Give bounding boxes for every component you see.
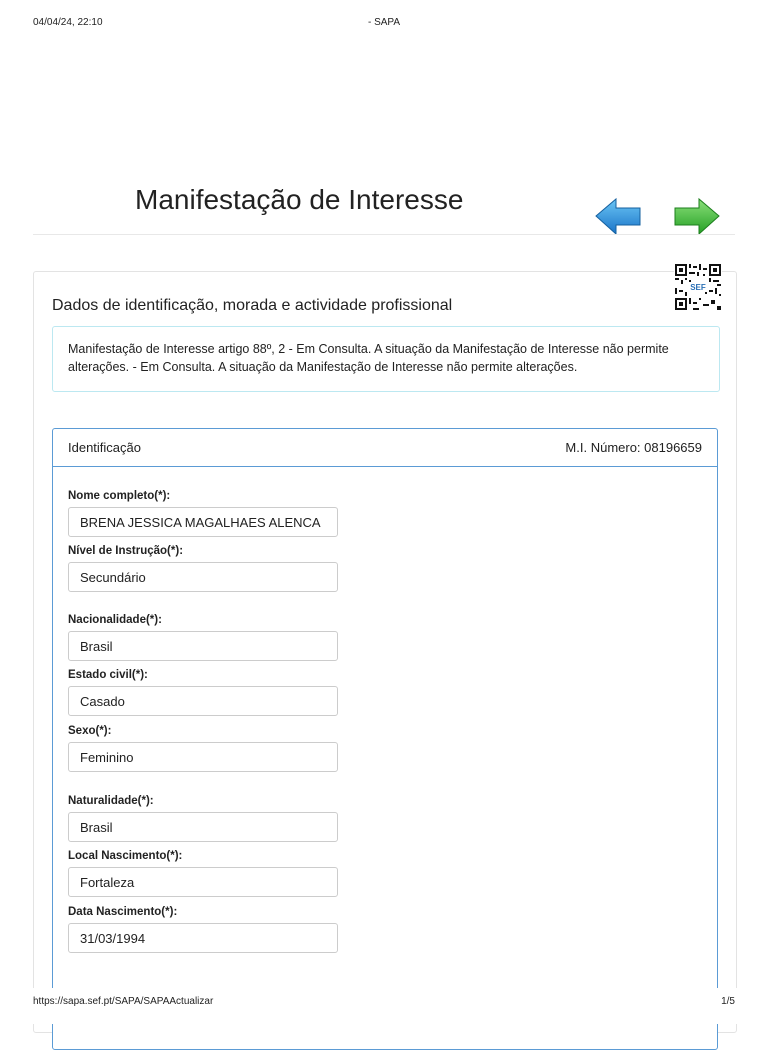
estado-civil-input[interactable]	[68, 686, 338, 716]
arrow-right-icon	[671, 196, 721, 238]
sexo-input[interactable]	[68, 742, 338, 772]
qr-code-icon	[674, 263, 722, 311]
print-datetime: 04/04/24, 22:10	[33, 17, 103, 28]
card-title: Identificação	[68, 440, 141, 455]
local-nascimento-input[interactable]	[68, 867, 338, 897]
card-header	[53, 429, 717, 467]
nacionalidade-label: Nacionalidade(*):	[68, 614, 162, 626]
nivel-instrucao-label: Nível de Instrução(*):	[68, 545, 184, 557]
naturalidade-label: Naturalidade(*):	[68, 795, 154, 807]
nivel-instrucao-input[interactable]	[68, 562, 338, 592]
next-button[interactable]	[671, 196, 721, 238]
sexo-label: Sexo(*):	[68, 725, 112, 737]
main-panel	[33, 271, 737, 1033]
nome-completo-label: Nome completo(*):	[68, 490, 171, 502]
print-header	[33, 17, 735, 28]
page-title: Manifestação de Interesse	[135, 184, 464, 215]
data-nascimento-input[interactable]	[68, 923, 338, 953]
title-divider	[33, 234, 735, 235]
estado-civil-label: Estado civil(*):	[68, 669, 148, 681]
nome-completo-input[interactable]	[68, 507, 338, 537]
print-url: https://sapa.sef.pt/SAPA/SAPAActualizar	[33, 996, 214, 1007]
qr-text: SEF	[690, 283, 706, 292]
section-heading: Dados de identificação, morada e actividade profissional	[52, 297, 453, 314]
local-nascimento-label: Local Nascimento(*):	[68, 850, 183, 862]
status-alert: Manifestação de Interesse artigo 88º, 2 - Em Consulta. A situação da Manifestação de Interesse não permite alterações. - Em Consulta. A situação da Manifestação de Interesse não permite alterações.	[52, 326, 720, 392]
mi-number: M.I. Número: 08196659	[565, 440, 702, 455]
nacionalidade-input[interactable]	[68, 631, 338, 661]
data-nascimento-label: Data Nascimento(*):	[68, 906, 178, 918]
print-footer	[0, 988, 768, 1024]
identification-card	[52, 428, 718, 1050]
naturalidade-input[interactable]	[68, 812, 338, 842]
previous-button[interactable]	[594, 196, 644, 238]
print-title: - SAPA	[367, 17, 401, 28]
page-number: 1/5	[721, 996, 735, 1007]
arrow-left-icon	[594, 196, 644, 238]
